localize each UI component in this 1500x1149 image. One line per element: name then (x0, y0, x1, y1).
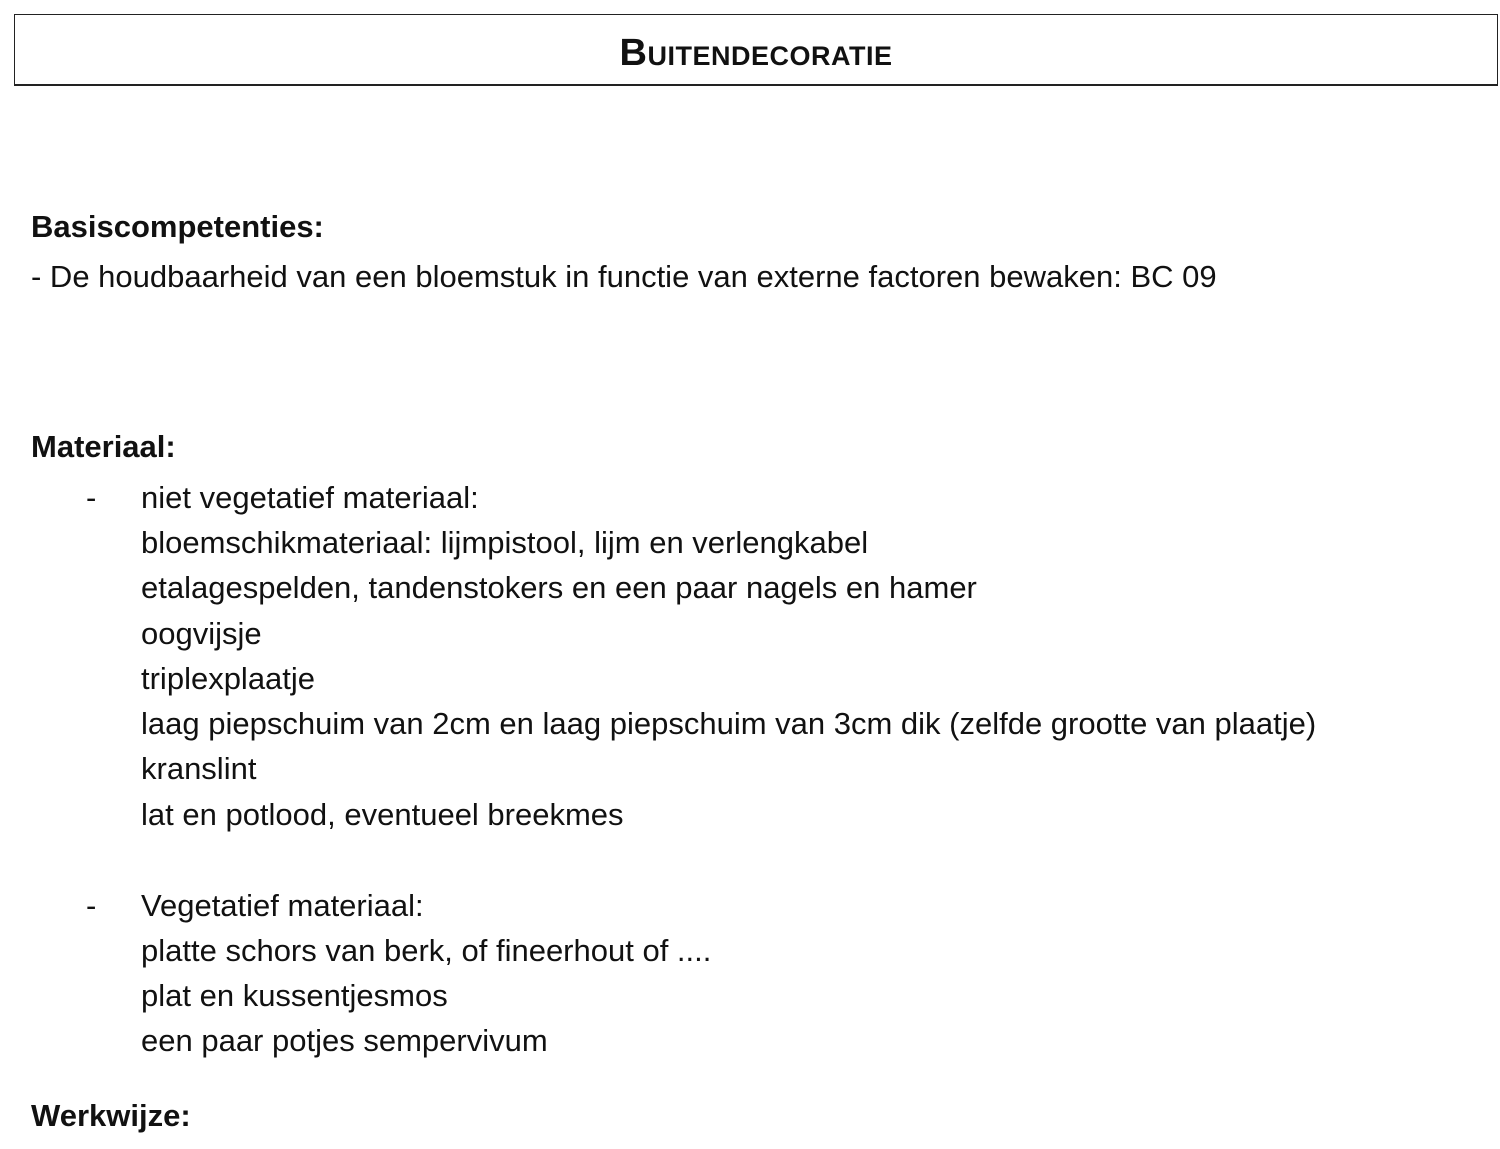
werkwijze-heading: Werkwijze: (31, 1098, 191, 1133)
list-item: triplexplaatje (141, 661, 316, 696)
list-item: oogvijsje (141, 616, 262, 651)
basiscompetenties-heading: Basiscompetenties: (31, 209, 324, 244)
list-item: kranslint (141, 751, 257, 786)
list-item: platte schors van berk, of fineerhout of .... (141, 933, 712, 968)
list-item: lat en potlood, eventueel breekmes (141, 797, 624, 832)
list-item: een paar potjes sempervivum (141, 1023, 548, 1058)
list-item: bloemschikmateriaal: lijmpistool, lijm en verlengkabel (141, 525, 869, 560)
materiaal-heading: Materiaal: (31, 429, 176, 464)
bullet-dash: - (86, 480, 97, 515)
title-box (14, 14, 1498, 86)
list-item: laag piepschuim van 2cm en laag piepschuim van 3cm dik (zelfde grootte van plaatje) (141, 706, 1317, 741)
bullet-dash: - (86, 888, 97, 923)
list-item: plat en kussentjesmos (141, 978, 448, 1013)
page-title: Buitendecoratie (619, 32, 893, 74)
group-label: niet vegetatief materiaal: (141, 480, 479, 515)
group-label: Vegetatief materiaal: (141, 888, 424, 923)
list-item: etalagespelden, tandenstokers en een paar nagels en hamer (141, 570, 977, 605)
basiscompetentie-line: - De houdbaarheid van een bloemstuk in functie van externe factoren bewaken: BC 09 (31, 259, 1217, 294)
